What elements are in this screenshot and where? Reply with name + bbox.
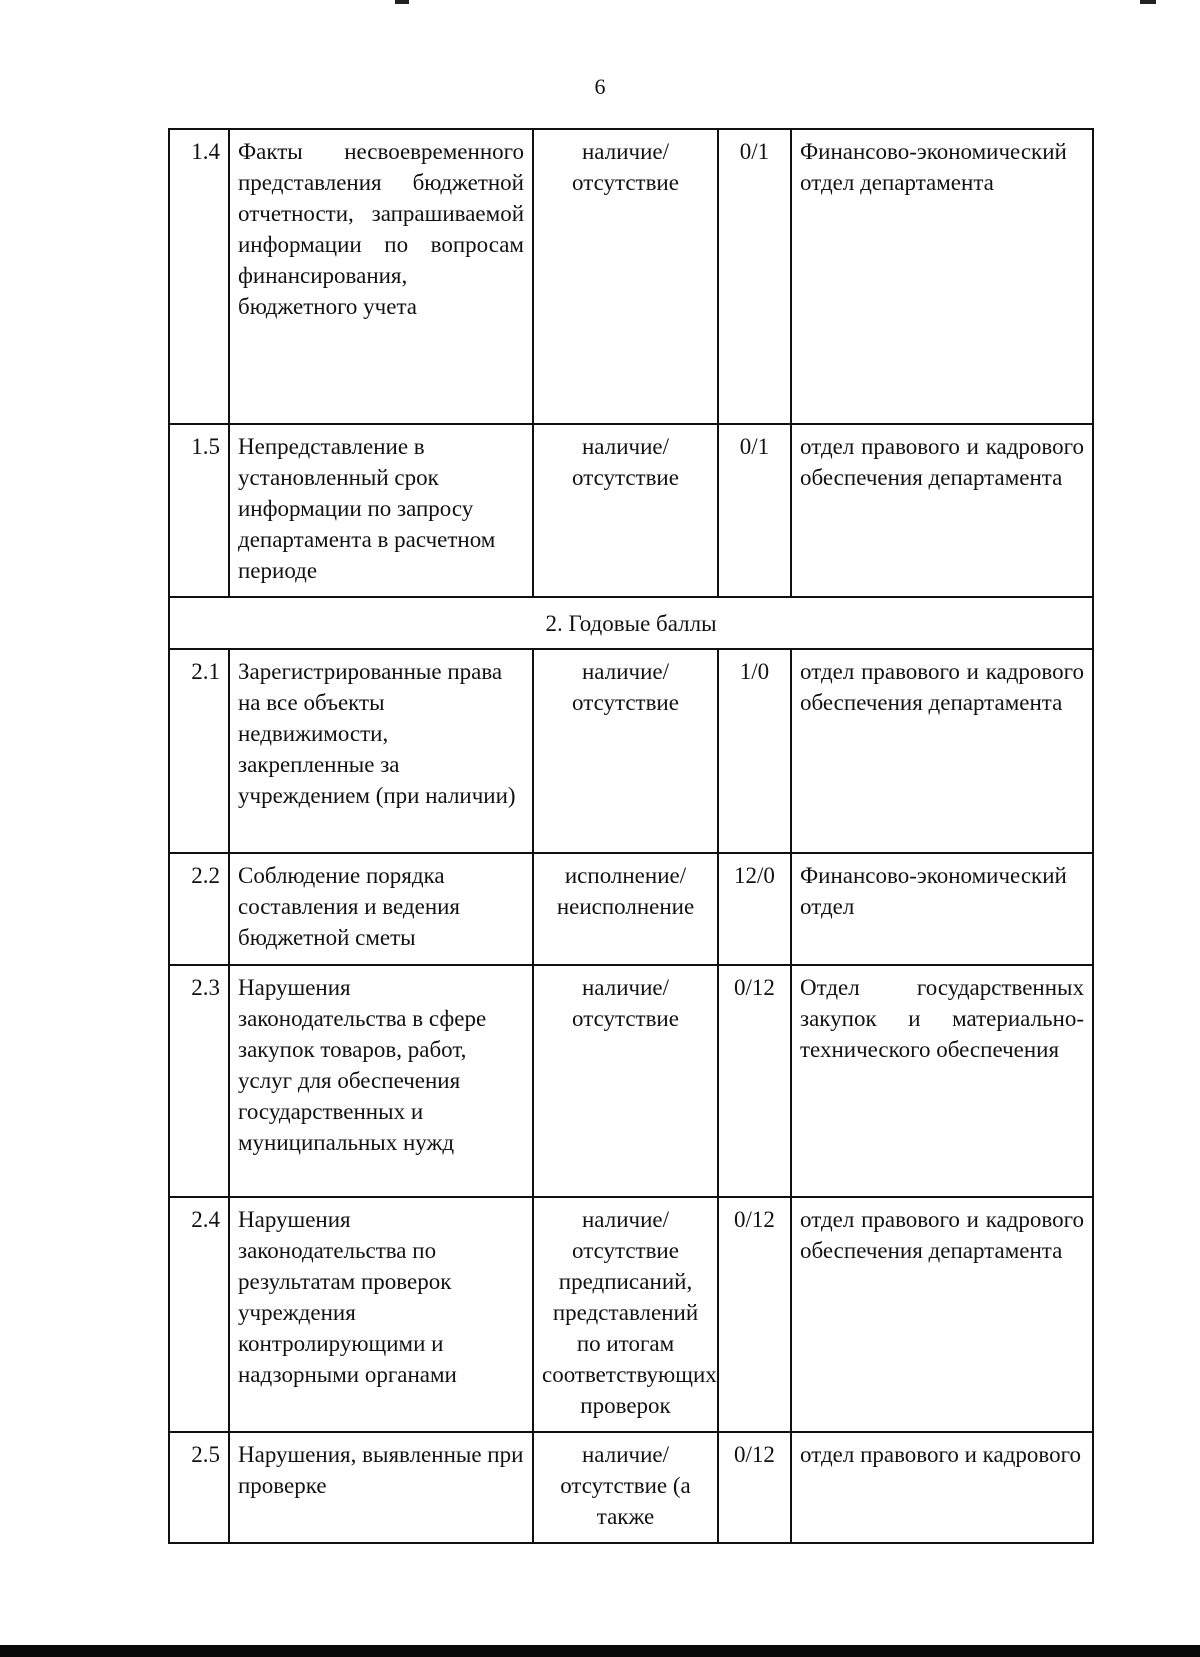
criterion-description: Нарушения законодательства по результатам проверок учреждения контролирующими и надзорными органами: [229, 1197, 533, 1432]
table-row: [169, 424, 1093, 597]
criterion-description: Соблюдение порядка составления и ведения бюджетной сметы: [229, 853, 533, 965]
responsible-department: Финансово-экономический отдел: [791, 853, 1093, 965]
criteria-table: [168, 128, 1094, 1544]
table-row: [169, 853, 1093, 965]
page-number: 6: [594, 74, 606, 99]
measurement-unit: наличие/отсутствие: [533, 129, 718, 424]
criterion-description: Нарушения, выявленные при проверке: [229, 1432, 533, 1543]
scan-edge-mark-left: [395, 0, 409, 4]
row-number: 2.4: [169, 1197, 229, 1432]
row-number: 1.4: [169, 129, 229, 424]
responsible-department: отдел правового и кадрового обеспечения департамента: [791, 649, 1093, 853]
row-number: 2.2: [169, 853, 229, 965]
responsible-department: Финансово-экономический отдел департамента: [791, 129, 1093, 424]
section-title: 2. Годовые баллы: [169, 597, 1093, 649]
measurement-unit: исполнение/неисполнение: [533, 853, 718, 965]
score-value: 0/12: [718, 965, 791, 1197]
responsible-department: отдел правового и кадрового обеспечения департамента: [791, 424, 1093, 597]
table-row: [169, 965, 1093, 1197]
measurement-unit: наличие/отсутствие: [533, 649, 718, 853]
table-row: [169, 649, 1093, 853]
measurement-unit: наличие/отсутствие (а также: [533, 1432, 718, 1543]
row-number: 1.5: [169, 424, 229, 597]
score-value: 0/12: [718, 1197, 791, 1432]
measurement-unit: наличие/отсутствие: [533, 424, 718, 597]
score-value: 0/12: [718, 1432, 791, 1543]
score-value: 0/1: [718, 424, 791, 597]
measurement-unit: наличие/отсутствие предписаний, представлений по итогам соответствующих проверок: [533, 1197, 718, 1432]
responsible-department: отдел правового и кадрового: [791, 1432, 1093, 1543]
row-number: 2.5: [169, 1432, 229, 1543]
table-row: [169, 1432, 1093, 1543]
row-number: 2.3: [169, 965, 229, 1197]
score-value: 1/0: [718, 649, 791, 853]
measurement-unit: наличие/отсутствие: [533, 965, 718, 1197]
responsible-department: отдел правового и кадрового обеспечения департамента: [791, 1197, 1093, 1432]
responsible-department: Отдел государственных закупок и материально-технического обеспечения: [791, 965, 1093, 1197]
section-header-row: [169, 597, 1093, 649]
criterion-description: Непредставление в установленный срок информации по запросу департамента в расчетном периоде: [229, 424, 533, 597]
criterion-description: Факты несвоевременного представления бюджетной отчетности, запрашиваемой информации по вопросам финансирования, бюджетного учета: [229, 129, 533, 424]
score-value: 0/1: [718, 129, 791, 424]
table-row: [169, 129, 1093, 424]
row-number: 2.1: [169, 649, 229, 853]
scan-bottom-edge: [0, 1645, 1200, 1657]
criterion-description: Зарегистрированные права на все объекты недвижимости, закрепленные за учреждением (при наличии): [229, 649, 533, 853]
criterion-description: Нарушения законодательства в сфере закупок товаров, работ, услуг для обеспечения государственных и муниципальных нужд: [229, 965, 533, 1197]
scan-edge-mark-right: [1140, 0, 1156, 4]
table-row: [169, 1197, 1093, 1432]
score-value: 12/0: [718, 853, 791, 965]
